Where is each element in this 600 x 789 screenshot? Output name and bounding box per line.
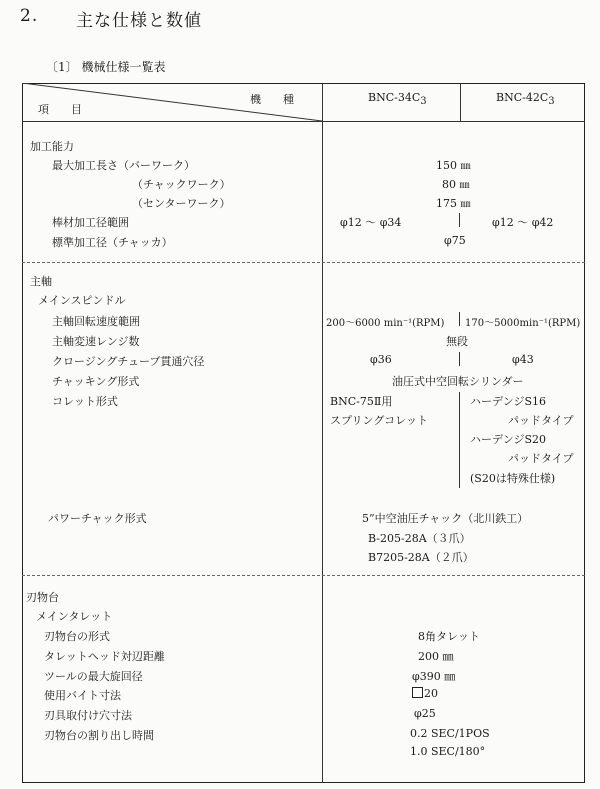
row-label: 刃物台の形式 <box>44 630 110 643</box>
section-machining: 加工能力 <box>30 140 74 153</box>
row-value: 200 ㎜ <box>418 650 454 663</box>
row-value-b: φ43 <box>512 353 534 366</box>
table-caption: 〔1〕 機械仕様一覧表 <box>46 60 166 74</box>
row-value: 80 ㎜ <box>442 178 470 191</box>
row-value: 150 ㎜ <box>436 159 471 172</box>
header-model-a: BNC-$34C_3$ <box>368 91 427 108</box>
row-value: φ390 ㎜ <box>412 670 456 683</box>
row-value-a: φ36 <box>370 353 392 366</box>
row-value-a: φ12 ～ φ34 <box>340 216 402 229</box>
row-label: 主軸変速レンジ数 <box>52 335 140 348</box>
row-label: 主軸回転速度範囲 <box>52 315 140 328</box>
collet-a-line1: BNC-75Ⅱ用 <box>330 395 393 408</box>
section-divider <box>22 262 585 263</box>
collet-b-line5: (S20は特殊仕様) <box>470 472 556 485</box>
collet-a-line2: スプリングコレット <box>330 414 429 427</box>
square-section-icon <box>412 687 423 698</box>
subsection-main-turret: メインタレット <box>36 610 113 623</box>
row-label: ツールの最大旋回径 <box>44 670 143 683</box>
row-label: 刃具取付け穴寸法 <box>44 709 132 722</box>
value-divider <box>459 392 460 488</box>
row-label: クロージングチューブ貫通穴径 <box>52 355 205 368</box>
header-model-b: BNC-$42C_3$ <box>496 91 555 108</box>
column-divider <box>322 83 323 783</box>
row-label: 棒材加工径範囲 <box>52 216 129 229</box>
collet-b-line1: ハーデンジS16 <box>470 395 547 408</box>
header-divider <box>22 121 585 122</box>
row-label: 刃物台の割り出し時間 <box>44 729 154 742</box>
value-divider <box>459 213 460 227</box>
row-label: コレット形式 <box>52 395 118 408</box>
row-label: 最大加工長さ（バーワーク） <box>52 159 195 172</box>
collet-b-line2: パッドタイプ <box>508 414 574 427</box>
model-divider <box>460 83 461 121</box>
row-label: （チャックワーク） <box>132 178 231 191</box>
row-value-a: 200～6000 min⁻¹(RPM) <box>326 318 445 329</box>
row-value: φ75 <box>444 234 466 247</box>
row-label: チャッキング形式 <box>52 375 140 388</box>
row-value-b: 170～5000min⁻¹(RPM) <box>465 318 581 329</box>
row-value: φ25 <box>414 707 436 720</box>
row-label: 標準加工径（チャッカ） <box>52 236 173 249</box>
row-value-2: 1.0 SEC/180° <box>410 745 486 758</box>
value-divider <box>459 352 460 366</box>
row-value: 0.2 SEC/1POS <box>410 727 490 740</box>
power-chuck-line1: 5”中空油圧チャック（北川鉄工） <box>362 512 529 525</box>
row-label: パワーチャック形式 <box>48 512 147 525</box>
row-label: （センターワーク） <box>132 197 231 210</box>
value-divider <box>459 312 460 326</box>
section-number: 2. <box>20 6 39 26</box>
section-spindle: 主軸 <box>30 275 52 288</box>
power-chuck-line3: B7205-28A（２爪） <box>368 551 474 564</box>
section-tool-post: 刃物台 <box>26 591 59 604</box>
row-value: 8角タレット <box>418 630 480 643</box>
row-value: 20 <box>412 687 438 700</box>
row-value: 無段 <box>446 335 468 348</box>
row-value: 175 ㎜ <box>436 197 471 210</box>
row-value: 油圧式中空回転シリンダー <box>392 375 524 388</box>
power-chuck-line2: B-205-28A（３爪） <box>368 532 471 545</box>
row-value-b: φ12 ～ φ42 <box>492 216 554 229</box>
row-label: 使用バイト寸法 <box>44 689 121 702</box>
header-model-label: 機 種 <box>250 93 294 106</box>
row-label: タレットヘッド対辺距離 <box>44 650 165 663</box>
section-divider <box>22 575 585 576</box>
collet-b-line4: パッドタイプ <box>508 452 574 465</box>
header-item-label: 項 目 <box>38 103 82 116</box>
section-title: 主な仕様と数値 <box>76 11 202 31</box>
subsection-main-spindle: メインスピンドル <box>38 294 126 307</box>
collet-b-line3: ハーデンジS20 <box>470 433 547 446</box>
